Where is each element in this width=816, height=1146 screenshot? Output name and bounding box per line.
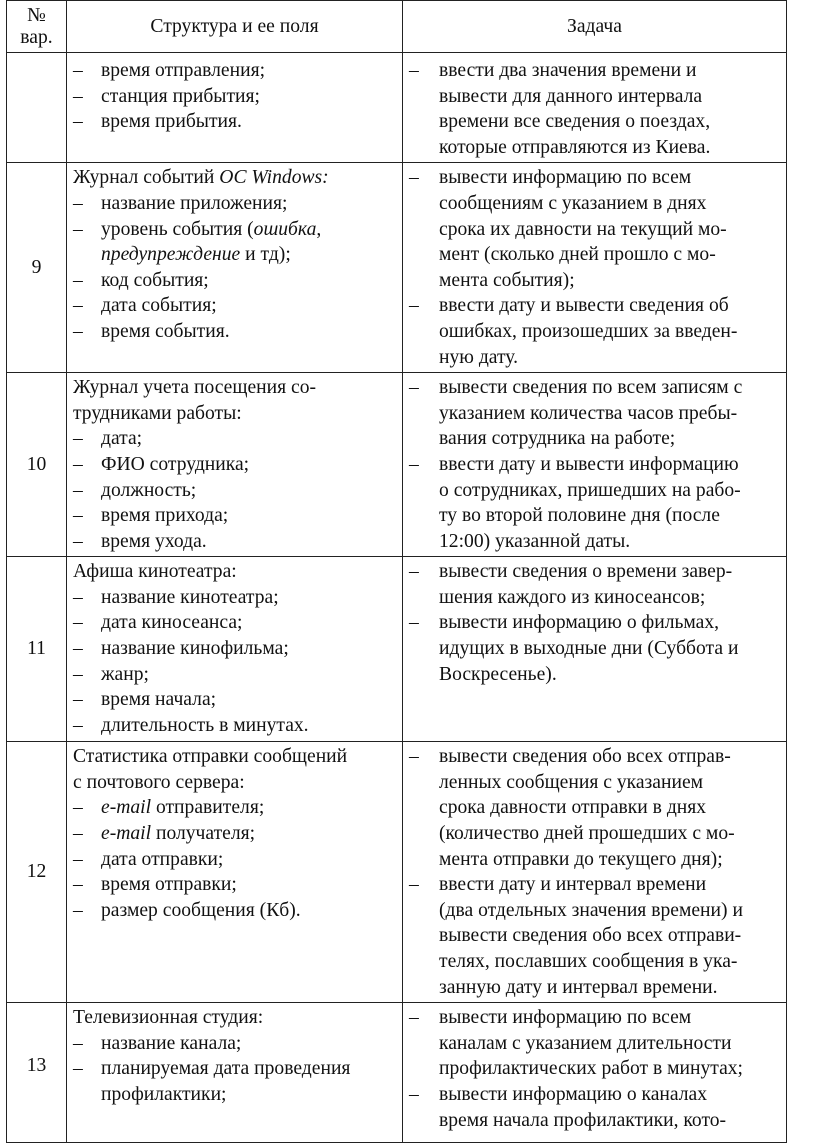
structure-cell — [67, 163, 403, 373]
field-item: – e-mail получателя; — [73, 823, 256, 845]
task-item: – ввести дату и интервал времени (два отдельных значения времени) и вывести сведения обо всех отправи- телях, пославших сообщения в ука- занную дату и интервал времени. — [409, 874, 743, 998]
structure-cell — [67, 557, 403, 742]
field-item: – время отправки; — [73, 874, 237, 896]
structure-title: Телевизионная студия: — [73, 1007, 264, 1029]
task-item: – ввести дату и вывести сведения об ошибках, произошедших за введен- ную дату. — [409, 295, 738, 368]
task-cell — [403, 163, 787, 373]
field-item: – дата отправки; — [73, 848, 224, 870]
table-row — [7, 1003, 787, 1143]
column-header-structure: Структура и ее поля — [67, 1, 403, 53]
variant-number: 12 — [7, 742, 67, 1003]
structure-cell — [67, 53, 403, 163]
task-cell — [403, 557, 787, 742]
field-item: – время начала; — [73, 689, 217, 711]
field-item: – дата события; — [73, 295, 217, 317]
task-item: – вывести информацию по всем сообщениям с указанием в днях срока их давности на текущий мо- мент (сколько дней прошло с мо- мента события); — [409, 167, 727, 291]
field-item: – станция прибытия; — [73, 85, 260, 107]
table-header-row — [7, 1, 787, 53]
structure-cell — [67, 373, 403, 557]
table-row — [7, 53, 787, 163]
structure-cell — [67, 1003, 403, 1143]
field-item: – длительность в минутах. — [73, 714, 309, 736]
variant-number: 10 — [7, 373, 67, 557]
task-cell — [403, 1003, 787, 1143]
field-item: – дата киносеанса; — [73, 612, 243, 634]
field-item: – ФИО сотрудника; — [73, 453, 250, 475]
field-item: – код события; — [73, 269, 209, 291]
task-item: – вывести сведения обо всех отправ- ленных сообщения с указанием срока давности отправки в днях (количество дней прошедших с мо- мента отправки до текущего дня); — [409, 746, 735, 870]
variants-table — [6, 0, 787, 1143]
task-cell — [403, 742, 787, 1003]
field-item: – должность; — [73, 479, 197, 501]
field-item: – жанр; — [73, 663, 149, 685]
variant-number: 13 — [7, 1003, 67, 1143]
structure-title: Журнал событий ОС Windows: — [73, 167, 329, 189]
field-item: – название приложения; — [73, 192, 288, 214]
structure-title: с почтового сервера: — [73, 771, 245, 793]
table-row — [7, 373, 787, 557]
variant-number: 9 — [7, 163, 67, 373]
table-row — [7, 557, 787, 742]
variant-number: 11 — [7, 557, 67, 742]
field-item: – время прибытия. — [73, 111, 242, 133]
table-row — [7, 163, 787, 373]
task-item: – вывести информацию по всем каналам с указанием длительности профилактических работ в минутах; — [409, 1007, 743, 1080]
field-item: – e-mail отправителя; — [73, 797, 265, 819]
field-item: – планируемая дата проведения профилактики; — [73, 1058, 351, 1105]
field-item: – время события. — [73, 320, 230, 342]
field-item: – время отправления; — [73, 60, 266, 81]
structure-title: Статистика отправки сообщений — [73, 746, 348, 768]
task-cell — [403, 53, 787, 163]
structure-title: Журнал учета посещения со- — [73, 377, 317, 399]
table-row — [7, 742, 787, 1003]
field-item: – дата; — [73, 428, 143, 450]
column-header-number-line1: № — [27, 4, 46, 26]
structure-cell — [67, 742, 403, 1003]
field-item: – название канала; — [73, 1032, 242, 1054]
field-item: – время прихода; — [73, 505, 229, 527]
column-header-task: Задача — [403, 1, 787, 53]
field-item: – название кинотеатра; — [73, 586, 279, 608]
task-item: – ввести дату и вывести информацию о сотрудниках, пришедших на рабо- ту во второй половине дня (после 12:00) указанной даты. — [409, 453, 741, 552]
task-cell — [403, 373, 787, 557]
field-item: – уровень события (ошибка, предупреждение и тд); — [73, 218, 322, 266]
structure-title: Афиша кинотеатра: — [73, 561, 237, 583]
column-header-number — [7, 1, 67, 53]
task-item: – вывести сведения о времени завер- шения каждого из киносеансов; — [409, 561, 733, 608]
task-item: – ввести два значения времени и вывести для данного интервала времени все сведения о поездах, которые отправляются из Киева. — [409, 60, 711, 158]
task-item: – вывести информацию о фильмах, идущих в выходные дни (Суббота и Воскресенье). — [409, 612, 739, 685]
variant-number — [7, 53, 67, 163]
structure-title: трудниками работы: — [73, 402, 242, 424]
field-item: – размер сообщения (Кб). — [73, 899, 301, 921]
task-item: – вывести информацию о каналах время начала профилактики, кото- — [409, 1084, 727, 1131]
field-item: – время ухода. — [73, 530, 207, 552]
column-header-number-line2: вар. — [20, 26, 53, 48]
field-item: – название кинофильма; — [73, 638, 289, 660]
task-item: – вывести сведения по всем записям с указанием количества часов пребы- вания сотрудника на работе; — [409, 377, 743, 450]
